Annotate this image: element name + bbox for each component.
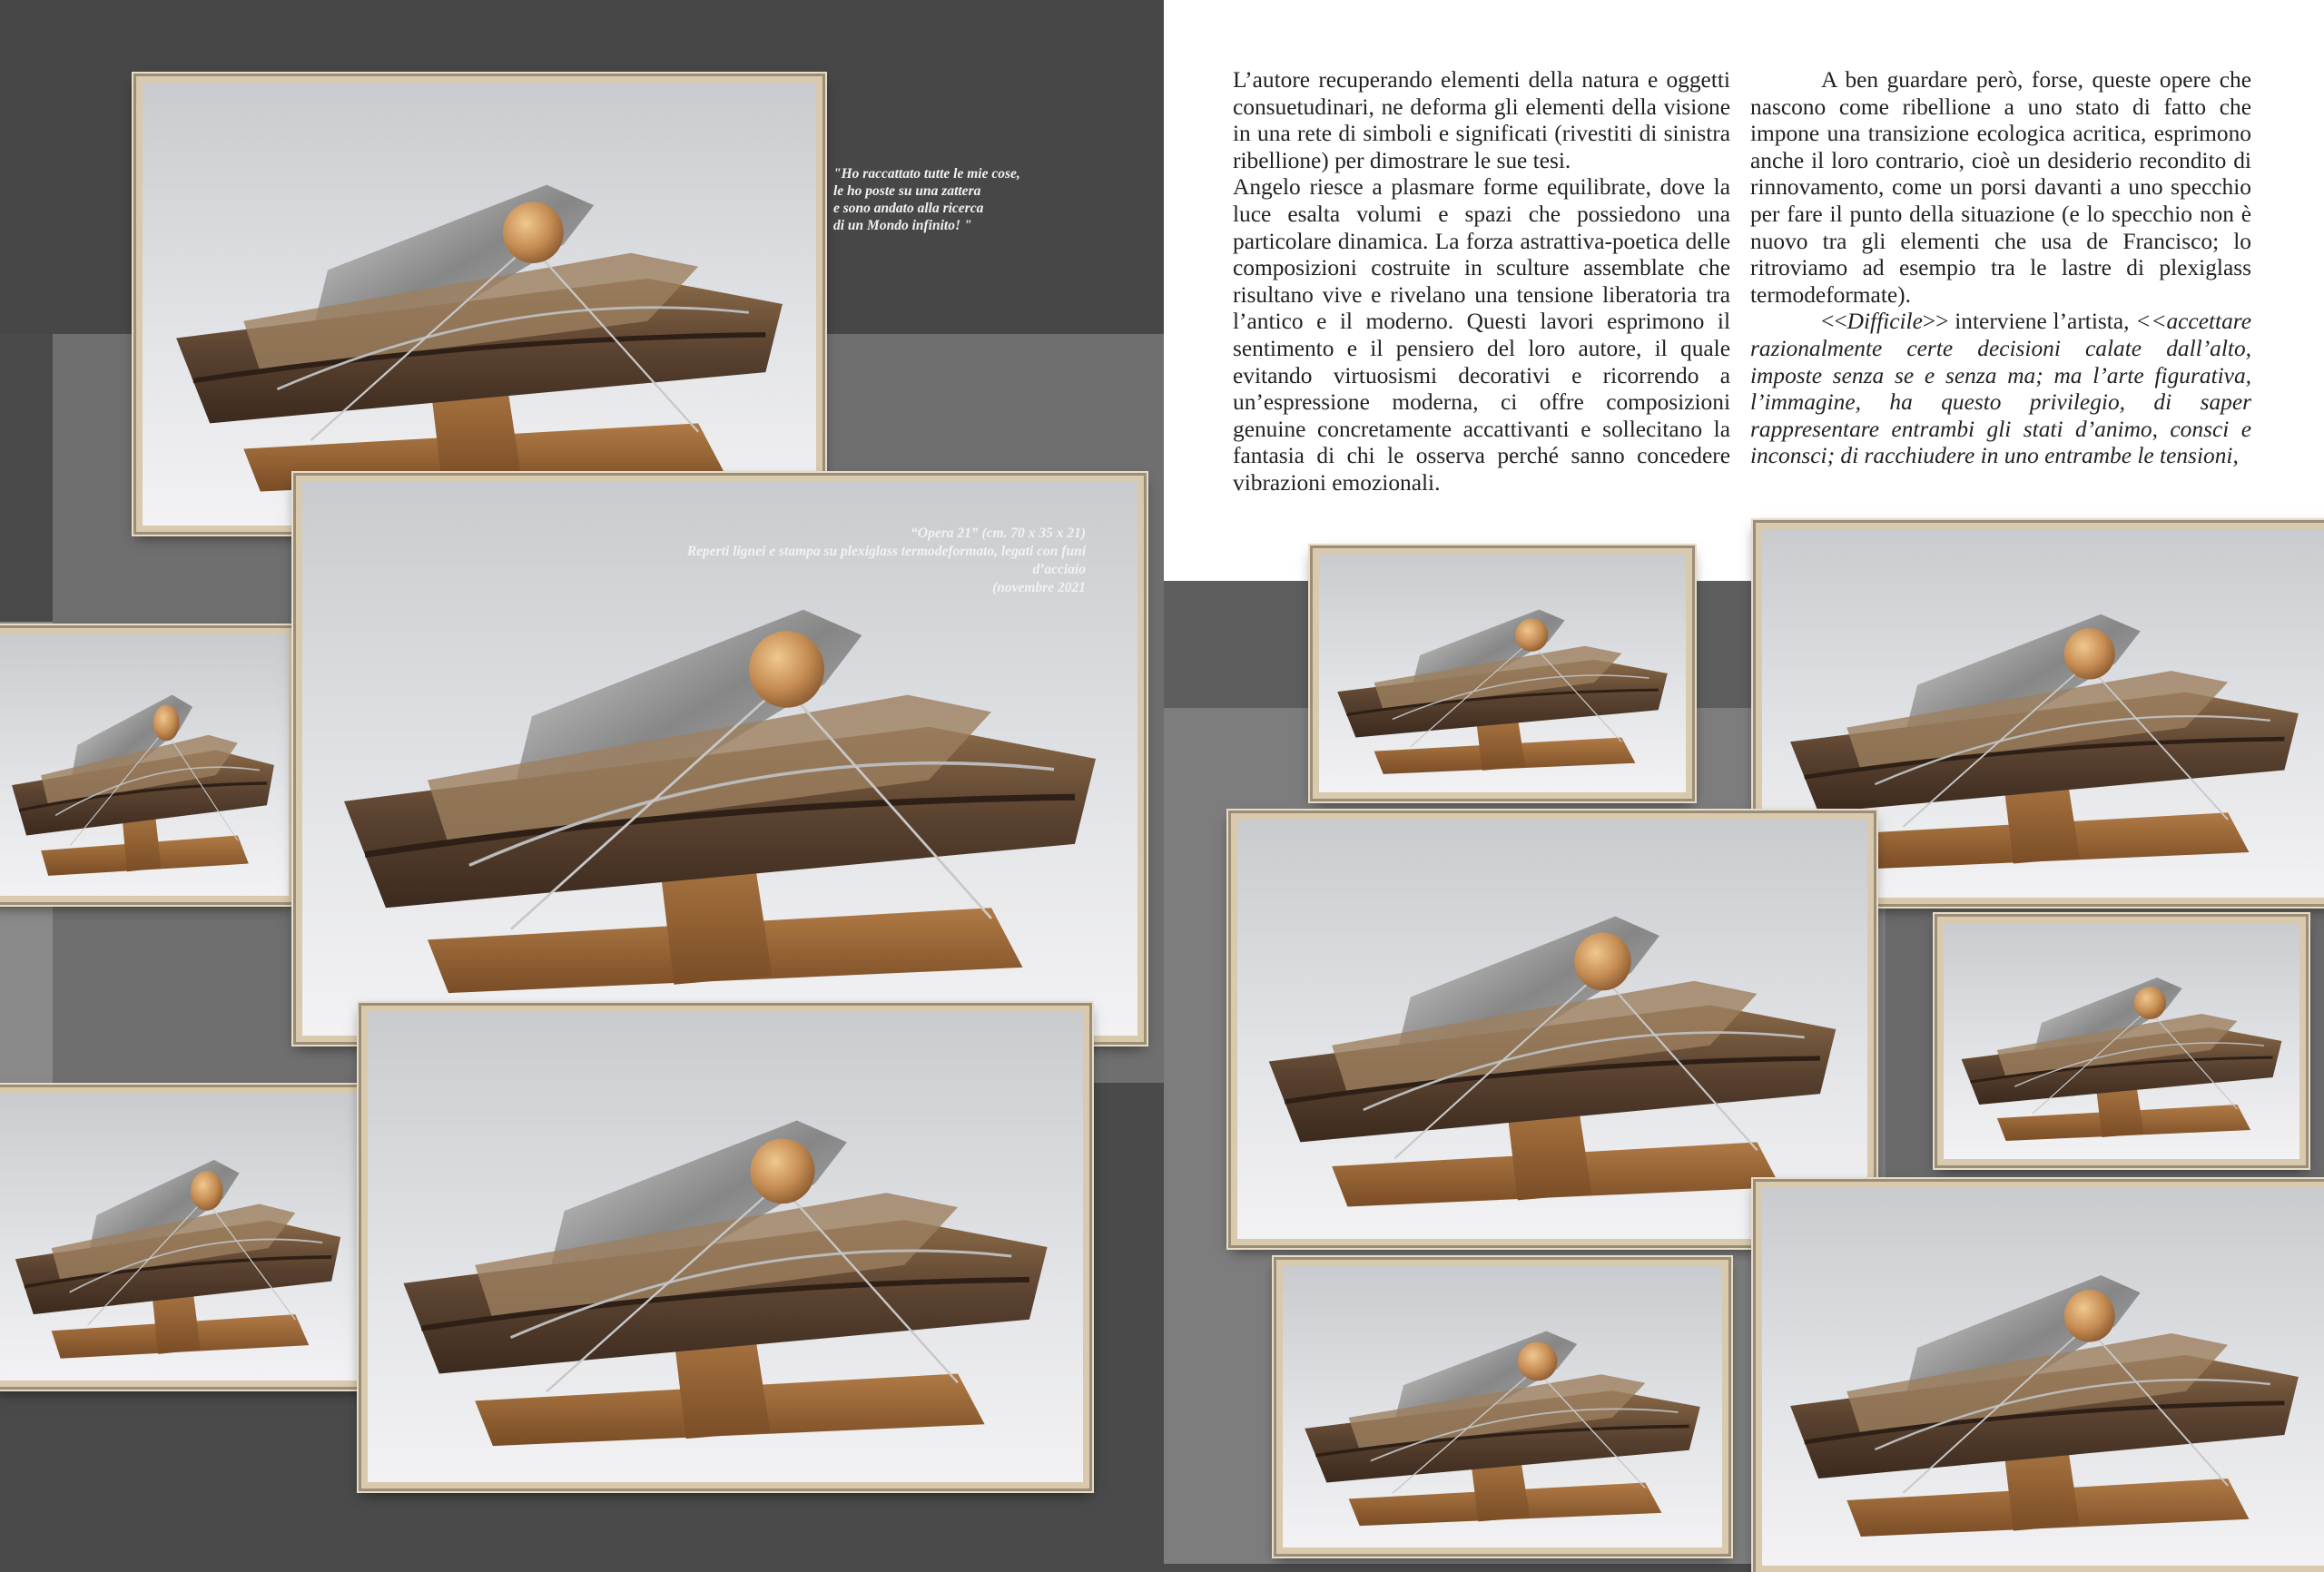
text-column-1 [1233,67,1730,497]
paragraph: A ben guardare però, forse, queste opere che nascono come ribellione a uno stato di fatto che impone una transizione ecologica acritica, esprimono anche il loro contrario, cioè un desiderio recondito di rinnovamento, come un porsi davanti a uno specchio per fare il punto della situazione (e lo specchio non è nuovo tra gli elementi che usa de Francisco; lo ritroviamo ad esempio tra le lastre di plexiglass termodeformate). [1750,67,2251,308]
work-caption [545,525,1086,597]
text-column-2 [1750,67,2251,470]
photo-sculpture-right-mid [1231,813,1874,1245]
work-date: (novembre 2021 [992,580,1086,595]
photo-sculpture-bottom-left-edge [0,1087,365,1387]
quote-word: Difficile [1846,309,1923,335]
work-title: “Opera 21” (cm. 70 x 35 x 21) [911,526,1086,541]
paragraph: Angelo riesce a plasmare forme equilibrate, dove la luce esalta volumi e spazi che possiedono una particolare dinamica. La forza astrattiva-poetica delle composizioni costruite in sculture assemblate che risultano vive e rivelano una tensione liberatoria tra l’antico e il moderno. Questi lavori esprimono il sentimento e il pensiero del loro autore, il quale evitando virtuosismi decorativi e ricorrendo a un’espressione moderna, ci offre composizioni genuine concretamente accattivanti e sollecitano la fantasia di chi le osserva perché sanno concedere vibrazioni emozionali. [1233,174,1730,496]
quote-italic: <<accettare razionalmente certe decisioni calate dall’alto, imposte senza se e senza ma; ma l’arte figurativa, l’immagine, ha questo privilegio, di saper rappresentare entrambi gli stati d’animo, consci e inconsci; di racchiudere in uno entrambe le tensioni, [1750,309,2251,469]
quote-line: e sono andato alla ricerca [833,201,984,216]
quote-mid: interviene l’artista, [1948,309,2136,335]
photo-sculpture-right-bottom-right [1756,1182,2324,1572]
quote-open: << [1821,309,1847,335]
photo-sculpture-bottom-center [361,1006,1089,1488]
photo-sculpture-mid-left-edge [0,628,295,902]
paragraph-quote [1750,309,2251,470]
paragraph: L’autore recuperando elementi della natura e oggetti consuetudinari, ne deforma gli elementi della visione in una rete di simboli e significati (rivestiti di sinistra ribellione) per dimostrare le sue tesi. [1233,67,1730,173]
photo-sculpture-right-small-mid [1937,917,2306,1165]
quote-line: "Ho raccattato tutte le mie cose, [833,166,1020,182]
work-materials-cont: d’acciaio [1032,562,1086,577]
quote-line: di un Mondo infinito! " [833,218,972,233]
work-materials: Reperti lignei e stampa su plexiglass termodeformato, legati con funi [686,544,1086,559]
photo-sculpture-right-bottom-left [1276,1260,1728,1554]
quote-line: le ho poste su una zattera [833,183,981,199]
photo-sculpture-right-small-top [1313,548,1692,799]
quote-caption [833,165,1069,234]
photo-sculpture-top-left [136,76,822,532]
quote-close: >> [1922,309,1949,335]
